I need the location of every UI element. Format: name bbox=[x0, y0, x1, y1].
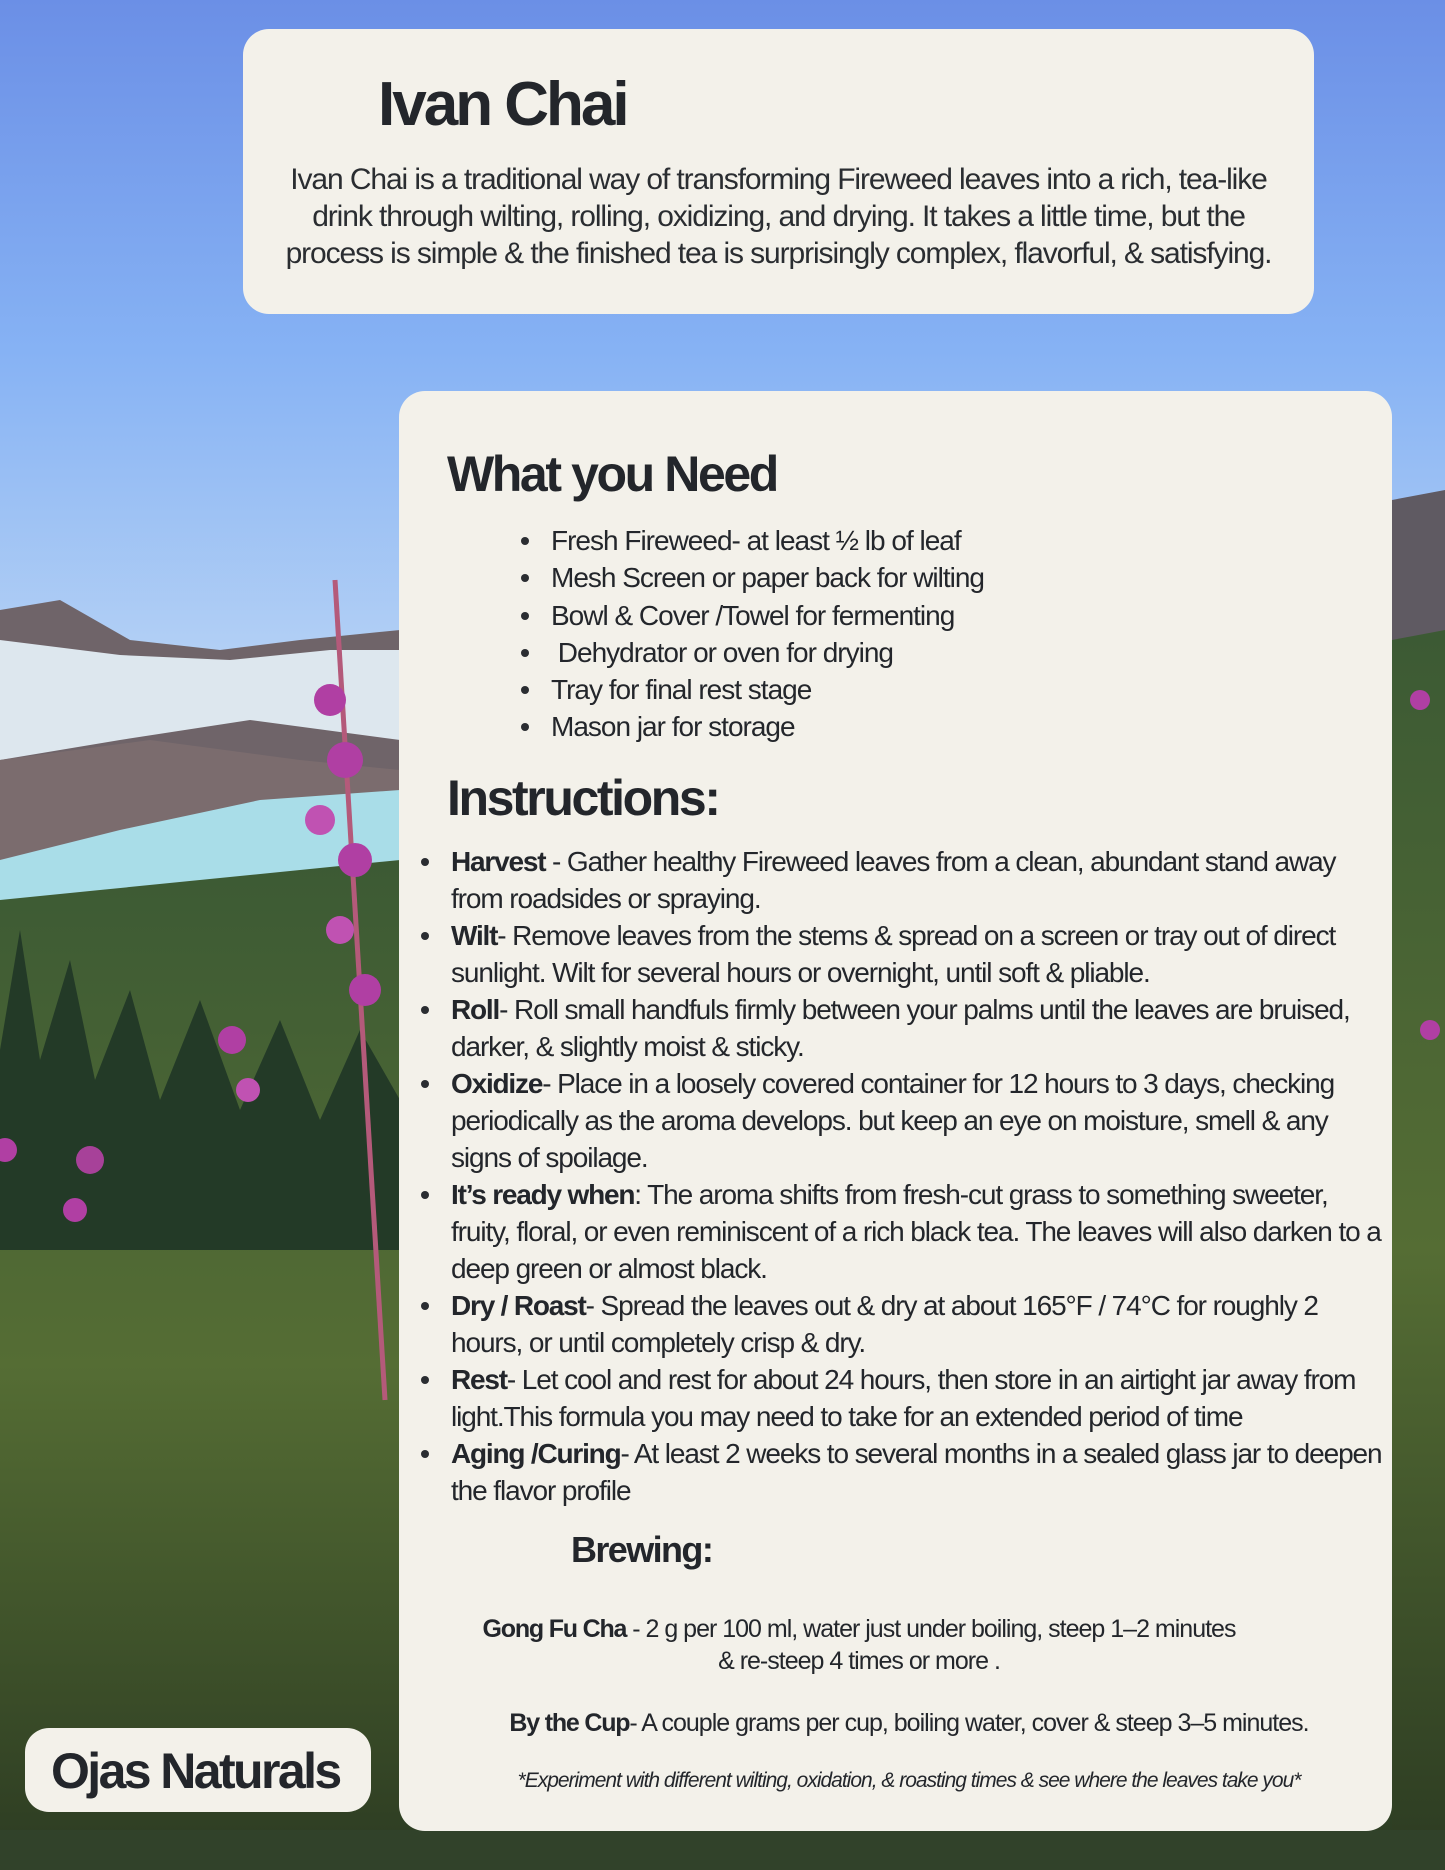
step-label: Harvest bbox=[451, 846, 546, 877]
recipe-card bbox=[399, 391, 1392, 1831]
list-item bbox=[451, 1065, 1387, 1176]
step-text: - Spread the leaves out & dry at about 165°F / 74°C for roughly 2 hours, or until completely crisp & dry. bbox=[451, 1290, 1318, 1358]
cup-text: - A couple grams per cup, boiling water, cover & steep 3–5 minutes. bbox=[629, 1709, 1309, 1737]
list-item: Tray for final rest stage bbox=[551, 671, 984, 708]
page-title: Ivan Chai bbox=[378, 70, 627, 139]
what-you-need-heading: What you Need bbox=[447, 446, 777, 502]
supplies-list bbox=[551, 522, 984, 746]
list-item bbox=[451, 1176, 1387, 1287]
step-label: Rest bbox=[451, 1364, 507, 1395]
list-item bbox=[451, 991, 1387, 1065]
list-item: Fresh Fireweed- at least ½ lb of leaf bbox=[551, 522, 984, 559]
step-label: Oxidize bbox=[451, 1068, 543, 1099]
step-label: Aging /Curing bbox=[451, 1438, 621, 1469]
brand-name: Ojas Naturals bbox=[51, 1743, 340, 1799]
instructions-heading: Instructions: bbox=[447, 770, 719, 826]
brewing-heading: Brewing: bbox=[571, 1529, 713, 1570]
gongfu-instructions bbox=[479, 1613, 1239, 1677]
list-item: Dehydrator or oven for drying bbox=[551, 634, 984, 671]
list-item bbox=[451, 917, 1387, 991]
step-label: Roll bbox=[451, 994, 500, 1025]
list-item: Mason jar for storage bbox=[551, 708, 984, 745]
list-item: Mesh Screen or paper back for wilting bbox=[551, 559, 984, 596]
cup-label: By the Cup bbox=[509, 1709, 630, 1737]
list-item bbox=[451, 1435, 1387, 1509]
step-text: - Let cool and rest for about 24 hours, then store in an airtight jar away from light.This formula you may need to take for an extended period of time bbox=[451, 1364, 1356, 1432]
experiment-note: *Experiment with different wilting, oxidation, & roasting times & see where the leaves take you* bbox=[517, 1769, 1301, 1792]
step-label: Wilt bbox=[451, 920, 498, 951]
step-text: - Remove leaves from the stems & spread on a screen or tray out of direct sunlight. Wilt for several hours or overnight, until soft & pliable. bbox=[451, 920, 1336, 988]
list-item: Bowl & Cover /Towel for fermenting bbox=[551, 597, 984, 634]
brand-badge bbox=[25, 1728, 371, 1812]
list-item bbox=[451, 1361, 1387, 1435]
step-text: - Place in a loosely covered container for 12 hours to 3 days, checking periodically as the aroma develops. but keep an eye on moisture, smell & any signs of spoilage. bbox=[451, 1068, 1335, 1173]
step-text: - Gather healthy Fireweed leaves from a clean, abundant stand away from roadsides or spraying. bbox=[451, 846, 1336, 914]
step-text: - Roll small handfuls firmly between your palms until the leaves are bruised, darker, & slightly moist & sticky. bbox=[451, 994, 1350, 1062]
step-text: : The aroma shifts from fresh-cut grass to something sweeter, fruity, floral, or even reminiscent of a rich black tea. The leaves will also darken to a deep green or almost black. bbox=[451, 1179, 1381, 1284]
instructions-list bbox=[451, 843, 1387, 1509]
gongfu-label: Gong Fu Cha bbox=[482, 1615, 627, 1643]
title-card bbox=[243, 29, 1314, 314]
step-text: - At least 2 weeks to several months in a sealed glass jar to deepen the flavor profile bbox=[451, 1438, 1382, 1506]
step-label: It’s ready when bbox=[451, 1179, 635, 1210]
intro-text: Ivan Chai is a traditional way of transforming Fireweed leaves into a rich, tea-like drink through wilting, rolling, oxidizing, and drying. It takes a little time, but the process is simple & the finished tea is surprisingly complex, flavorful, & satisfying. bbox=[285, 163, 1272, 270]
step-label: Dry / Roast bbox=[451, 1290, 586, 1321]
gongfu-text: - 2 g per 100 ml, water just under boiling, steep 1–2 minutes & re-steep 4 times or more . bbox=[626, 1615, 1236, 1675]
list-item bbox=[451, 843, 1387, 917]
by-the-cup-instructions bbox=[479, 1707, 1339, 1739]
list-item bbox=[451, 1287, 1387, 1361]
